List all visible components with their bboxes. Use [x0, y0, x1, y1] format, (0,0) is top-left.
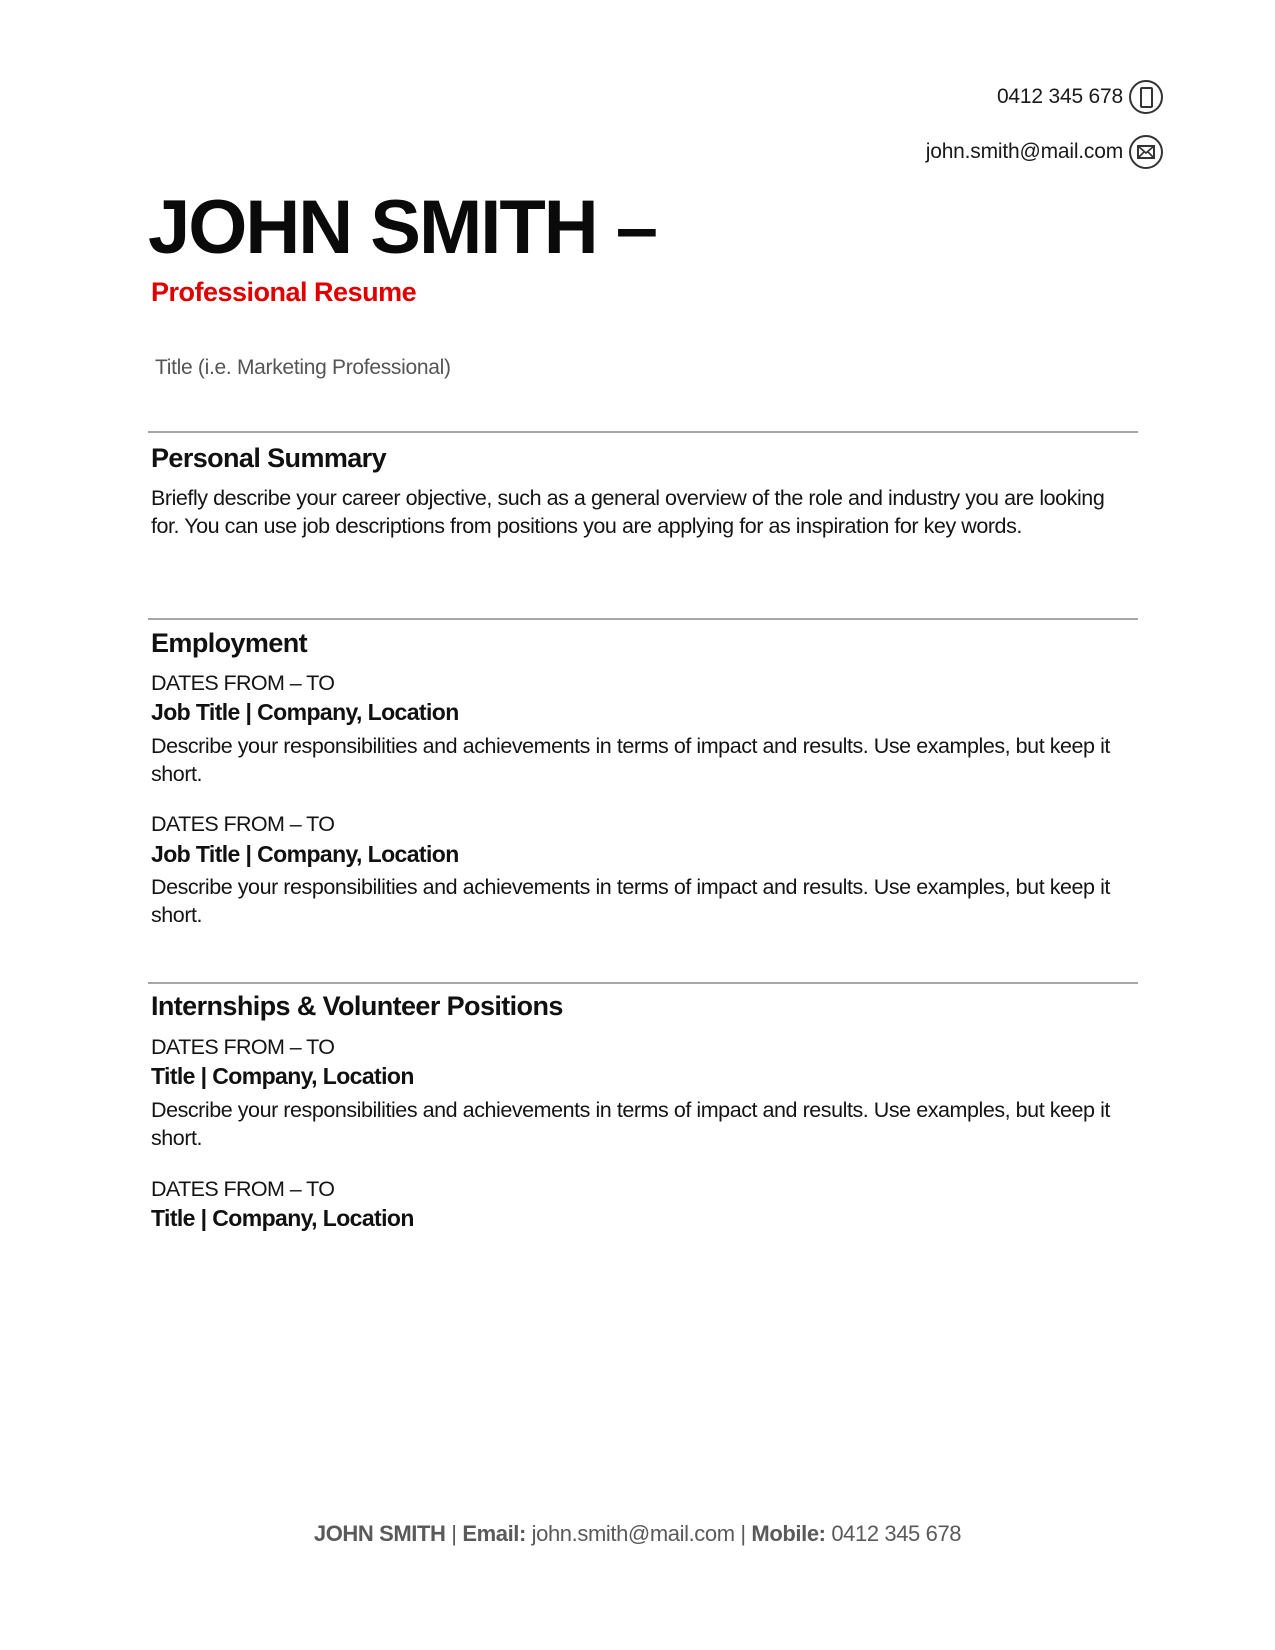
employment-heading: Employment [151, 628, 308, 658]
footer-separator: | [445, 1521, 463, 1546]
employment-description: Describe your responsibilities and achievements in terms of impact and results. Use examples, but keep it short. [151, 734, 1110, 786]
employment-dates: DATES FROM – TO [151, 812, 335, 836]
employment-job-title: Job Title | Company, Location [151, 841, 459, 867]
mobile-phone-icon [1129, 80, 1163, 114]
internship-dates: DATES FROM – TO [151, 1177, 335, 1201]
summary-heading: Personal Summary [151, 443, 387, 473]
page-footer [0, 1523, 1275, 1545]
internships-heading: Internships & Volunteer Positions [151, 991, 563, 1021]
section-divider [148, 982, 1138, 984]
section-divider [148, 431, 1138, 433]
internship-title: Title | Company, Location [151, 1063, 414, 1089]
footer-name: JOHN SMITH [313, 1521, 446, 1546]
internship-title: Title | Company, Location [151, 1205, 414, 1231]
employment-job-title: Job Title | Company, Location [151, 699, 459, 725]
phone-number: 0412 345 678 [996, 85, 1123, 108]
internship-dates: DATES FROM – TO [151, 1035, 335, 1059]
footer-email-label: Email: [462, 1521, 526, 1546]
employment-dates: DATES FROM – TO [151, 671, 335, 695]
footer-email[interactable]: john.smith@mail.com [525, 1521, 735, 1546]
employment-description: Describe your responsibilities and achievements in terms of impact and results. Use examples, but keep it short. [151, 875, 1110, 927]
footer-mobile: 0412 345 678 [825, 1521, 962, 1546]
envelope-icon [1129, 135, 1163, 169]
contact-email [926, 135, 1163, 169]
resume-subtitle: Professional Resume [151, 277, 417, 307]
internship-description: Describe your responsibilities and achievements in terms of impact and results. Use examples, but keep it short. [151, 1098, 1110, 1150]
contact-phone [997, 80, 1163, 114]
email-address[interactable]: john.smith@mail.com [925, 140, 1123, 163]
role-title: Title (i.e. Marketing Professional) [155, 356, 451, 379]
footer-mobile-label: Mobile: [751, 1521, 826, 1546]
summary-body: Briefly describe your career objective, such as a general overview of the role and industry you are looking for. You can use job descriptions from positions you are applying for as inspiration for key words. [151, 486, 1105, 538]
footer-separator: | [734, 1521, 752, 1546]
candidate-name: JOHN SMITH – [148, 185, 657, 270]
section-divider [148, 618, 1138, 620]
